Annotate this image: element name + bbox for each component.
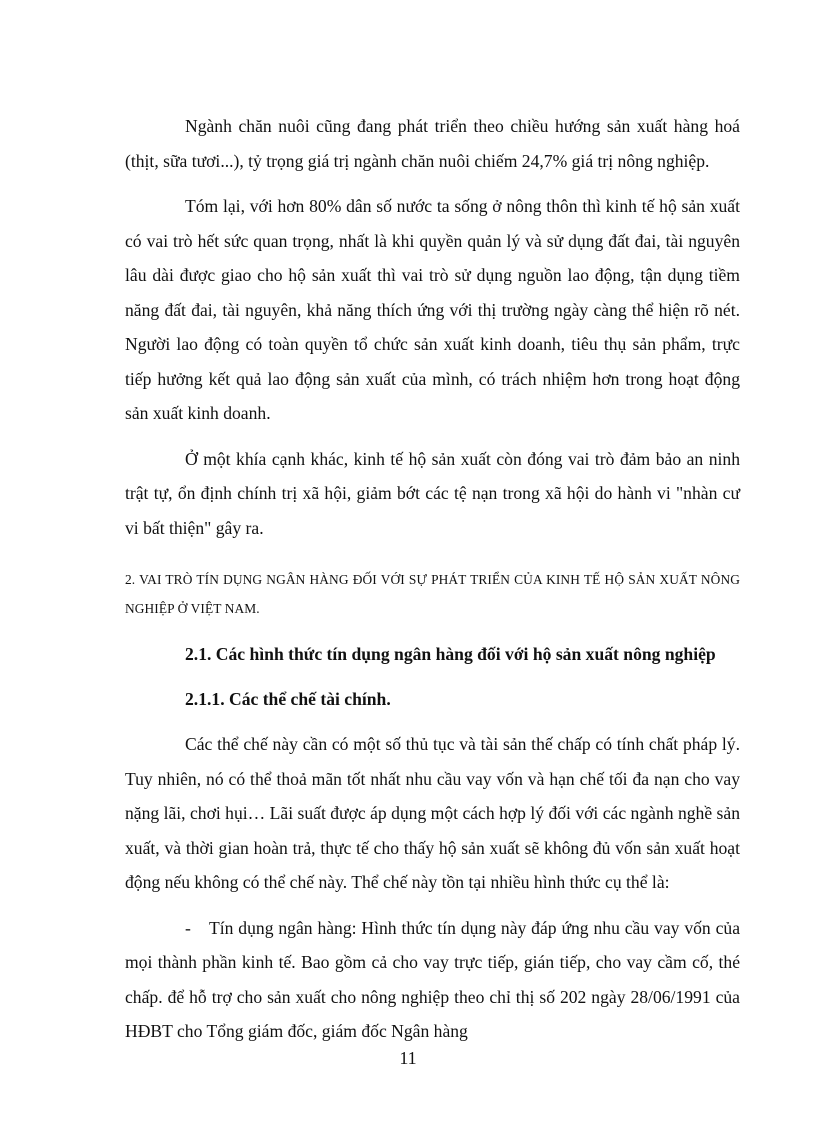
- bullet-text: Tín dụng ngân hàng: Hình thức tín dụng này đáp ứng nhu cầu vay vốn của mọi thành phần kinh tế. Bao gồm cả cho vay trực tiếp, gián tiếp, cho vay cầm cố, thé chấp. để hỗ trợ cho sản xuất cho nông nghiệp theo chỉ thị số 202 ngày 28/06/1991 của HĐBT cho Tổng giám đốc, giám đốc Ngân hàng: [125, 917, 740, 1041]
- heading-2-1: 2.1. Các hình thức tín dụng ngân hàng đối với hộ sản xuất nông nghiệp: [185, 644, 716, 664]
- section-title: 2. VAI TRÒ TÍN DỤNG NGÂN HÀNG ĐỐI VỚI SỰ PHÁT TRIỂN CỦA KINH TẾ HỘ SẢN XUẤT NÔNG NGHIỆP Ở VIỆT NAM.: [125, 572, 740, 616]
- paragraph-summary: Tóm lại, với hơn 80% dân số nước ta sống ở nông thôn thì kinh tế hộ sản xuất có vai trò hết sức quan trọng, nhất là khi quyền quản lý và sử dụng đất đai, tài nguyên lâu dài được giao cho hộ sản xuất thì vai trò sử dụng nguồn lao động, tận dụng tiềm năng đất đai, tài nguyên, khả năng thích ứng với thị trường ngày càng thể hiện rõ nét. Người lao động có toàn quyền tổ chức sản xuất kinh doanh, tiêu thụ sản phẩm, trực tiếp hưởng kết quả lao động sản xuất của mình, có trách nhiệm hơn trong hoạt động sản xuất kinh doanh.: [125, 196, 740, 423]
- page-body: [125, 109, 740, 1049]
- paragraph-security: Ở một khía cạnh khác, kinh tế hộ sản xuất còn đóng vai trò đảm bảo an ninh trật tự, ổn định chính trị xã hội, giảm bớt các tệ nạn trong xã hội do hành vi "nhàn cư vi bất thiện" gây ra.: [125, 448, 740, 538]
- page-number: 11: [399, 1048, 417, 1068]
- heading-2-1-1: 2.1.1. Các thể chế tài chính.: [185, 688, 391, 709]
- paragraph-livestock: Ngành chăn nuôi cũng đang phát triển theo chiều hướng sản xuất hàng hoá (thịt, sữa tươi...), tỷ trọng giá trị ngành chăn nuôi chiếm 24,7% giá trị nông nghiệp.: [125, 116, 740, 171]
- bullet-dash: -: [185, 917, 191, 938]
- paragraph-institutions: Các thể chế này cần có một số thủ tục và tài sản thế chấp có tính chất pháp lý. Tuy nhiên, nó có thể thoả mãn tốt nhất nhu cầu vay vốn và hạn chế tối đa nạn cho vay nặng lãi, chơi hụi… Lãi suất được áp dụng một cách hợp lý đối với các ngành nghề sản xuất, và thời gian hoàn trả, thực tế cho thấy hộ sản xuất sẽ không đủ vốn sản xuất hoạt động nếu không có thể chế này. Thể chế này tồn tại nhiều hình thức cụ thể là:: [125, 734, 740, 892]
- bullet-bank-credit: [125, 911, 740, 1049]
